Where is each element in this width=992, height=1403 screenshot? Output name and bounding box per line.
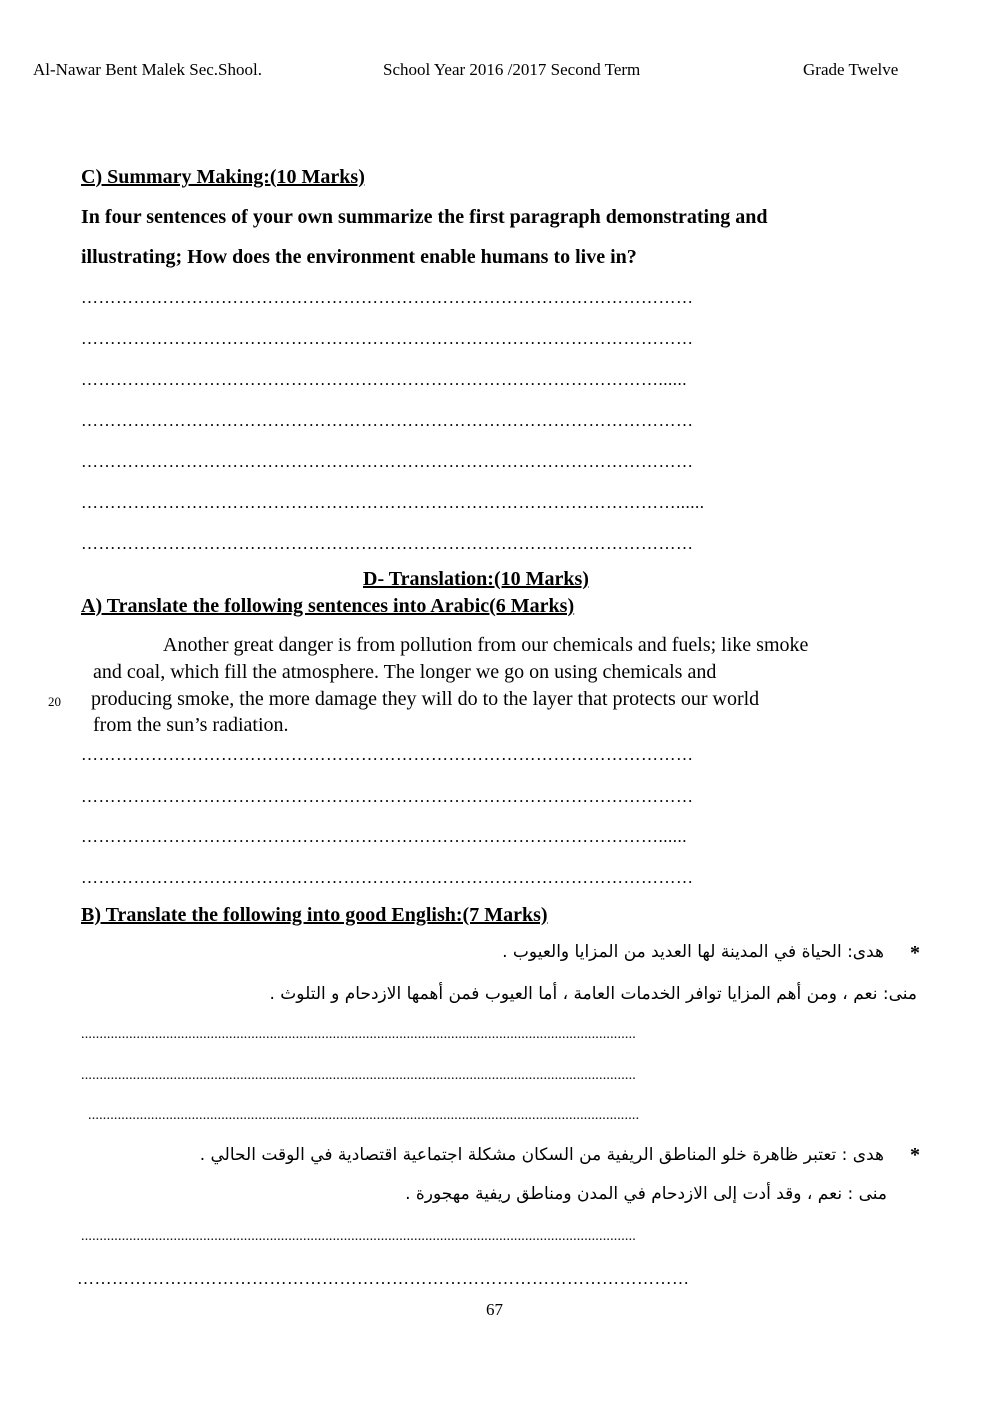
- passage-line: from the sun’s radiation.: [93, 714, 289, 736]
- grade-label: Grade Twelve: [803, 60, 899, 79]
- summary-answer-line[interactable]: ……………………………………………………………………………………………: [81, 534, 694, 553]
- translate-to-english-title: B) Translate the following into good English:(7 Marks): [81, 904, 548, 926]
- dialogue-2-line-1: هدى : تعتبر ظاهرة خلو المناطق الريفية من السكان مشكلة اجتماعية اقتصادية في الوقت الحالي .: [199, 1145, 884, 1165]
- english-answer-line[interactable]: ……………………………………………………………………………………………: [77, 1269, 690, 1288]
- page-number: 67: [486, 1300, 503, 1319]
- dialogue-1-line-1: هدى: الحياة في المدينة لها العديد من المزايا والعيوب .: [502, 942, 884, 962]
- summary-answer-line[interactable]: ………………………………………………………………………………………......: [81, 370, 687, 389]
- english-answer-line[interactable]: ......................................................................................................................................................: [81, 1229, 636, 1244]
- translate-to-arabic-title: A) Translate the following sentences into Arabic(6 Marks): [81, 595, 575, 617]
- arabic-answer-line[interactable]: ……………………………………………………………………………………………: [81, 787, 694, 806]
- summary-answer-line[interactable]: ……………………………………………………………………………………………: [81, 452, 694, 471]
- arabic-answer-line[interactable]: ……………………………………………………………………………………………: [81, 868, 694, 887]
- summary-section-title: C) Summary Making:(10 Marks): [81, 166, 365, 188]
- summary-answer-line[interactable]: ……………………………………………………………………………………………: [81, 329, 694, 348]
- dialogue-2-line-2: منى : نعم ، وقد أدت إلى الازدحام في المدن ومناطق ريفية مهجورة .: [405, 1184, 887, 1204]
- english-answer-line[interactable]: .....................................................................................................................................................: [88, 1108, 640, 1123]
- summary-answer-line[interactable]: …………………………………………………………………………………………......: [81, 493, 705, 512]
- dialogue-1-line-2: منى: نعم ، ومن أهم المزايا توافر الخدمات العامة ، أما العيوب فمن أهمها الازدحام و التلوث .: [269, 984, 917, 1004]
- passage-line: Another great danger is from pollution from our chemicals and fuels; like smoke: [163, 634, 809, 656]
- bullet-icon: *: [910, 942, 920, 964]
- school-term: School Year 2016 /2017 Second Term: [383, 60, 641, 79]
- passage-line: and coal, which fill the atmosphere. The longer we go on using chemicals and: [93, 661, 717, 683]
- bullet-icon: *: [910, 1144, 920, 1166]
- passage-line: producing smoke, the more damage they will do to the layer that protects our world: [91, 688, 760, 710]
- translation-section-title: D- Translation:(10 Marks): [363, 568, 589, 590]
- school-name: Al-Nawar Bent Malek Sec.Shool.: [33, 60, 262, 79]
- arabic-answer-line[interactable]: ……………………………………………………………………………………………: [81, 745, 694, 764]
- summary-question-line-2: illustrating; How does the environment enable humans to live in?: [81, 246, 637, 268]
- summary-answer-line[interactable]: ……………………………………………………………………………………………: [81, 411, 694, 430]
- english-answer-line[interactable]: ......................................................................................................................................................: [81, 1027, 636, 1042]
- english-answer-line[interactable]: ......................................................................................................................................................: [81, 1068, 636, 1083]
- line-number: 20: [48, 694, 61, 709]
- summary-question-line-1: In four sentences of your own summarize the first paragraph demonstrating and: [81, 206, 768, 228]
- arabic-answer-line[interactable]: ………………………………………………………………………………………......: [81, 827, 687, 846]
- summary-answer-line[interactable]: ……………………………………………………………………………………………: [81, 288, 694, 307]
